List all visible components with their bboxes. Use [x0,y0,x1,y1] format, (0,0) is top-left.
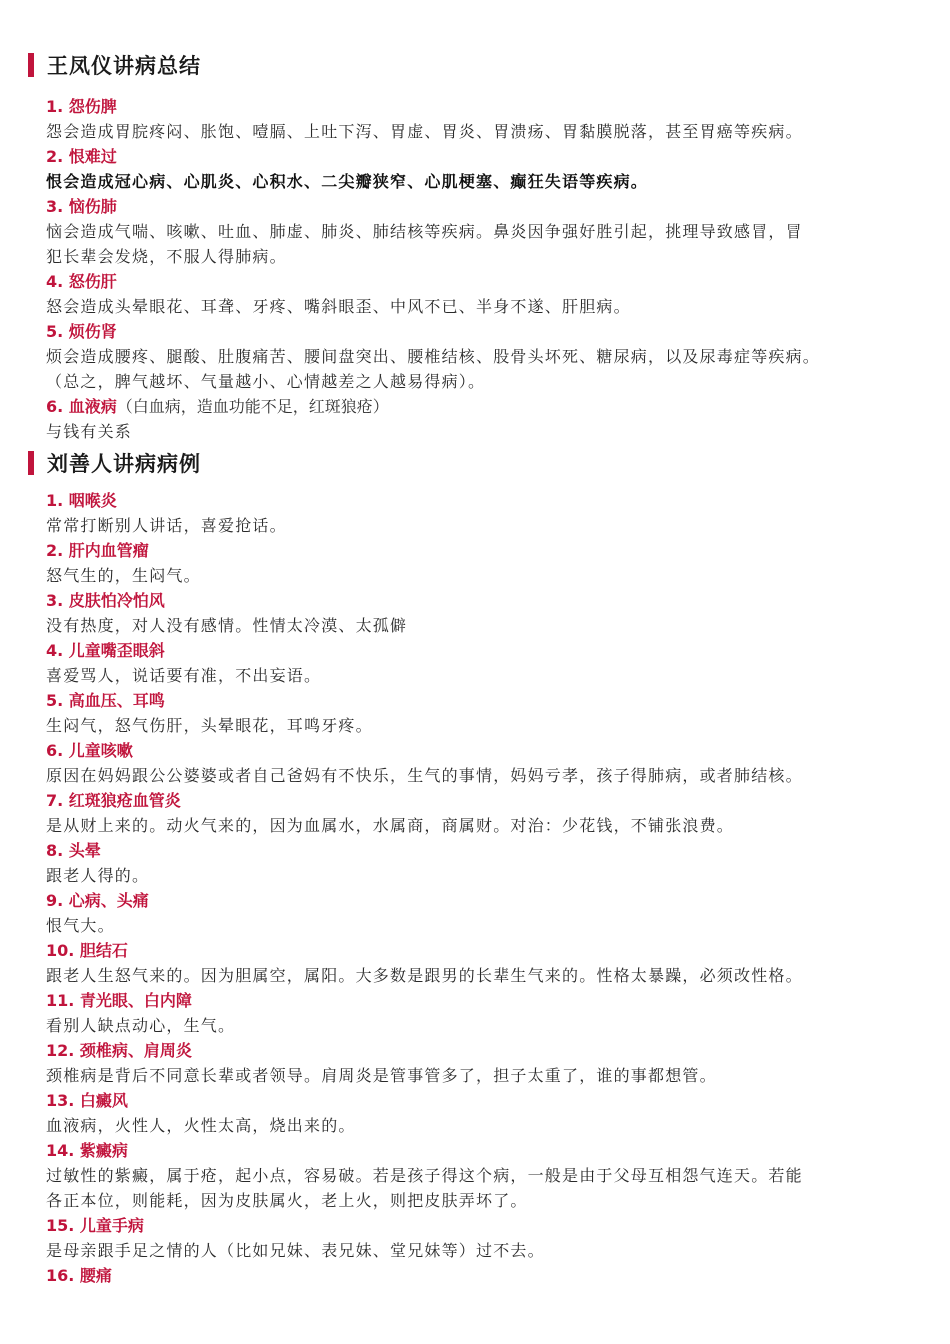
item-heading: 10. 胆结石 [46,941,128,960]
item-text: 没有热度，对人没有感情。性情太冷漠、太孤僻 [46,616,408,635]
list-item [46,394,918,444]
item-heading: 4. 怒伤肝 [46,272,117,291]
list-item [46,94,918,144]
list-item [46,688,918,738]
section-title-text: 刘善人讲病病例 [47,452,201,476]
item-text: 生闷气，怒气伤肝，头晕眼花，耳鸣牙疼。 [46,716,373,735]
item-text: 看别人缺点动心，生气。 [46,1016,236,1035]
section-title-liu [28,448,918,478]
item-text: 是从财上来的。动火气来的，因为血属水，水属商，商属财。对治：少花钱，不铺张浪费。 [46,816,735,835]
item-text: 怨会造成胃脘疼闷、胀饱、噎膈、上吐下泻、胃虚、胃炎、胃溃疡、胃黏膜脱落，甚至胃癌等疾病。 [46,122,803,141]
list-item [46,588,918,638]
item-heading: 16. 腰痛 [46,1266,112,1285]
section-title-wang [28,50,918,80]
item-heading: 5. 烦伤肾 [46,322,117,341]
item-heading: 11. 青光眼、白内障 [46,991,192,1010]
item-heading: 7. 红斑狼疮血管炎 [46,791,181,810]
list-item [46,788,918,838]
item-text: 恨会造成冠心病、心肌炎、心积水、二尖瓣狭窄、心肌梗塞、癫狂失语等疾病。 [46,172,649,191]
item-text: 跟老人得的。 [46,866,150,885]
list-item [46,1263,918,1288]
item-text: 过敏性的紫癜，属于疮，起小点，容易破。若是孩子得这个病，一般是由于父母互相怨气连天。若能 [46,1166,803,1185]
list-item [46,888,918,938]
list-item [46,1138,918,1213]
list-item [46,144,918,194]
item-heading: 2. 恨难过 [46,147,117,166]
item-heading: 8. 头晕 [46,841,101,860]
disease-list-wang [46,94,918,444]
item-text: 跟老人生怒气来的。因为胆属空，属阳。大多数是跟男的长辈生气来的。性格太暴躁，必须改性格。 [46,966,803,985]
item-heading: 3. 恼伤肺 [46,197,117,216]
section-accent-bar [28,451,34,475]
list-item [46,1088,918,1138]
item-text: 烦会造成腰疼、腿酸、肚腹痛苦、腰间盘突出、腰椎结核、股骨头坏死、糖尿病，以及尿毒症等疾病。 [46,347,821,366]
list-item [46,194,918,269]
disease-list-liu [46,488,918,1288]
section-title-text: 王凤仪讲病总结 [47,54,201,78]
item-heading: 15. 儿童手病 [46,1216,144,1235]
item-heading: 14. 紫癜病 [46,1141,128,1160]
item-heading: 3. 皮肤怕冷怕风 [46,591,165,610]
item-heading: 2. 肝内血管瘤 [46,541,149,560]
item-text: 血液病，火性人，火性太高，烧出来的。 [46,1116,356,1135]
item-text: 犯长辈会发烧，不服人得肺病。 [46,247,287,266]
item-heading: 6. 儿童咳嗽 [46,741,133,760]
item-text: 颈椎病是背后不同意长辈或者领导。肩周炎是管事管多了，担子太重了，谁的事都想管。 [46,1066,717,1085]
list-item [46,1213,918,1263]
item-text: 恼会造成气喘、咳嗽、吐血、肺虚、肺炎、肺结核等疾病。鼻炎因争强好胜引起，挑理导致感冒，冒 [46,222,803,241]
list-item [46,319,918,394]
item-text: 常常打断别人讲话，喜爱抢话。 [46,516,287,535]
item-heading: 4. 儿童嘴歪眼斜 [46,641,165,660]
list-item [46,988,918,1038]
item-text: 恨气大。 [46,916,115,935]
list-item [46,738,918,788]
item-text: 怒会造成头晕眼花、耳聋、牙疼、嘴斜眼歪、中风不已、半身不遂、肝胆病。 [46,297,631,316]
item-heading: 1. 咽喉炎 [46,491,117,510]
item-heading: 9. 心病、头痛 [46,891,149,910]
item-heading: 1. 怨伤脾 [46,97,117,116]
item-heading-label: 6. 血液病 [46,397,117,416]
list-item [46,269,918,319]
item-text: 原因在妈妈跟公公婆婆或者自己爸妈有不快乐，生气的事情，妈妈亏孝，孩子得肺病，或者肺结核。 [46,766,803,785]
item-heading: 5. 高血压、耳鸣 [46,691,165,710]
item-text: 是母亲跟手足之情的人（比如兄妹、表兄妹、堂兄妹等）过不去。 [46,1241,545,1260]
list-item [46,938,918,988]
list-item [46,638,918,688]
document-page [28,50,918,1288]
item-text: 怒气生的，生闷气。 [46,566,201,585]
list-item [46,538,918,588]
list-item [46,1038,918,1088]
list-item [46,838,918,888]
section-accent-bar [28,53,34,77]
item-text: 喜爱骂人，说话要有准，不出妄语。 [46,666,322,685]
item-heading-note: （白血病，造血功能不足，红斑狼疮） [116,397,389,416]
item-heading [46,394,918,419]
item-heading: 13. 白癜风 [46,1091,128,1110]
item-text: 与钱有关系 [46,422,133,441]
list-item [46,488,918,538]
item-text: （总之，脾气越坏、气量越小、心情越差之人越易得病）。 [46,372,486,391]
item-text: 各正本位，则能耗，因为皮肤属火，老上火，则把皮肤弄坏了。 [46,1191,528,1210]
item-heading: 12. 颈椎病、肩周炎 [46,1041,192,1060]
